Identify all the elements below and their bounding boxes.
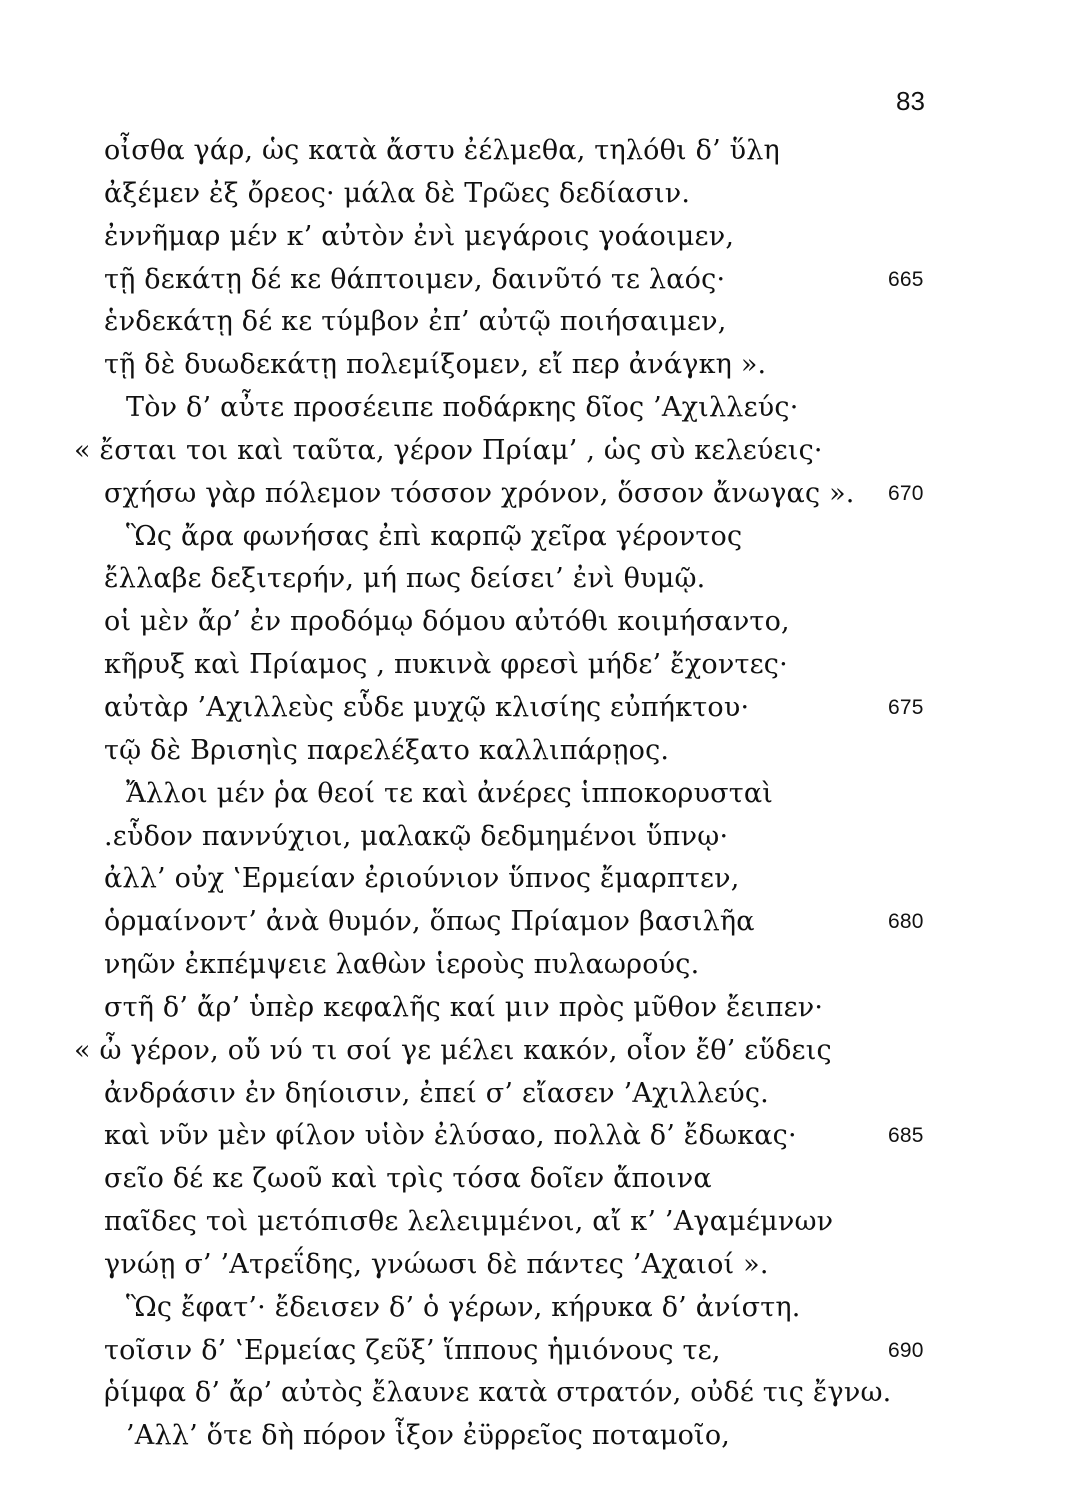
line-number: 690 — [888, 1338, 924, 1362]
verse-text: ’Αλλ’ ὅτε δὴ πόρον ἷξον ἐϋρρεῖος ποταμοῖο, — [126, 1420, 731, 1452]
verse-line — [104, 516, 1064, 559]
verse-text: παῖδες τοὶ μετόπισθε λελειμμένοι, αἴ κ’ ’Αγαμέμνων — [104, 1206, 834, 1238]
verse-list — [74, 130, 1064, 1458]
verse-text: ῥίμφα δ’ ἄρ’ αὐτὸς ἔλαυνε κατὰ στρατόν, οὐδέ τις ἔγνω. — [104, 1377, 892, 1409]
verse-text: τῇ δεκάτῃ δέ κε θάπτοιμεν, δαινῦτό τε λαός· — [104, 263, 726, 295]
verse-text: οἱ μὲν ἄρ’ ἐν προδόμῳ δόμου αὐτόθι κοιμήσαντο, — [104, 606, 790, 638]
verse-text: ἔλλαβε δεξιτερήν, μή πως δείσει’ ἐνὶ θυμῷ. — [104, 563, 706, 595]
verse-line — [104, 1287, 1064, 1330]
verse-line — [104, 1115, 1064, 1158]
verse-text: ὁρμαίνοντ’ ἀνὰ θυμόν, ὅπως Πρίαμον βασιλῆα — [104, 906, 755, 938]
verse-line — [104, 301, 1064, 344]
verse-text: ἐννῆμαρ μέν κ’ αὐτὸν ἐνὶ μεγάροις γοάοιμεν, — [104, 220, 735, 252]
verse-text: καὶ νῦν μὲν φίλον υἱὸν ἐλύσαο, πολλὰ δ’ ἔδωκας· — [104, 1120, 797, 1152]
verse-text: « ὦ γέρον, οὔ νύ τι σοί γε μέλει κακόν, οἷον ἔθ’ εὕδεις — [74, 1034, 832, 1066]
verse-text: αὐτὰρ ’Αχιλλεὺς εὗδε μυχῷ κλισίης εὐπήκτου· — [104, 691, 750, 723]
line-number: 675 — [888, 695, 924, 719]
verse-line — [104, 1330, 1064, 1373]
verse-text: σχήσω γὰρ πόλεμον τόσσον χρόνον, ὅσσον ἄνωγας ». — [104, 477, 855, 509]
verse-text: ἀνδράσιν ἐν δηίοισιν, ἐπεί σ’ εἴασεν ’Αχιλλεύς. — [104, 1077, 769, 1109]
verse-line — [104, 1415, 1064, 1458]
verse-text: σεῖο δέ κε ζωοῦ καὶ τρὶς τόσα δοῖεν ἄποινα — [104, 1163, 712, 1195]
verse-line — [74, 430, 1064, 473]
verse-text: οἶσθα γάρ, ὡς κατὰ ἄστυ ἐέλμεθα, τηλόθι δ’ ὕλη — [104, 135, 780, 166]
verse-line — [104, 1244, 1064, 1287]
verse-line — [104, 173, 1064, 216]
verse-line — [104, 1201, 1064, 1244]
verse-text: Ἄλλοι μέν ῥα θεοί τε καὶ ἀνέρες ἱπποκορυσταὶ — [126, 777, 774, 809]
verse-line — [104, 644, 1064, 687]
page-number: 83 — [896, 86, 925, 116]
verse-text: ἀλλ’ οὐχ ‛Ερμείαν ἐριούνιον ὕπνος ἔμαρπτεν, — [104, 863, 740, 895]
verse-line — [104, 901, 1064, 944]
verse-text: ἑνδεκάτῃ δέ κε τύμβον ἐπ’ αὐτῷ ποιήσαιμεν, — [104, 306, 727, 338]
verse-text: τῇ δὲ δυωδεκάτῃ πολεμίξομεν, εἴ περ ἀνάγκη ». — [104, 349, 767, 381]
line-number: 670 — [888, 481, 924, 505]
verse-line — [104, 773, 1064, 816]
verse-line — [104, 944, 1064, 987]
verse-text: τῷ δὲ Βρισηὶς παρελέξατο καλλιπάρῃος. — [104, 734, 670, 766]
verse-line — [104, 687, 1064, 730]
verse-line — [104, 816, 1064, 859]
line-number: 685 — [888, 1124, 924, 1148]
verse-line — [104, 1372, 1064, 1415]
verse-text: κῆρυξ καὶ Πρίαμος , πυκινὰ φρεσὶ μήδε’ ἔχοντες· — [104, 649, 788, 681]
verse-text: « ἔσται τοι καὶ ταῦτα, γέρον Πρίαμ’ , ὡς σὺ κελεύεις· — [74, 434, 823, 466]
verse-line — [104, 987, 1064, 1030]
verse-text: Τὸν δ’ αὖτε προσέειπε ποδάρκης δῖος ’Αχιλλεύς· — [126, 392, 799, 424]
verse-text: νηῶν ἐκπέμψειε λαθὼν ἱεροὺς πυλαωρούς. — [104, 949, 700, 981]
verse-line — [104, 601, 1064, 644]
line-number: 680 — [888, 910, 924, 934]
verse-text: γνώῃ σ’ ’Ατρεΐδης, γνώωσι δὲ πάντες ’Αχαιοί ». — [104, 1248, 769, 1280]
verse-text: Ὣς ἄρα φωνήσας ἐπὶ καρπῷ χεῖρα γέροντος — [126, 520, 743, 552]
verse-line — [104, 473, 1064, 516]
verse-line — [104, 130, 1064, 173]
verse-line — [104, 216, 1064, 259]
verse-line — [104, 387, 1064, 430]
verse-line — [104, 1073, 1064, 1116]
verse-line — [104, 730, 1064, 773]
verse-line — [74, 1030, 1064, 1073]
verse-text: τοῖσιν δ’ ‛Ερμείας ζεῦξ’ ἵππους ἡμιόνους τε, — [104, 1334, 721, 1366]
verse-text: στῆ δ’ ἄρ’ ὑπὲρ κεφαλῆς καί μιν πρὸς μῦθον ἔειπεν· — [104, 991, 824, 1023]
verse-line — [104, 344, 1064, 387]
verse-line — [104, 1158, 1064, 1201]
verse-text: Ὣς ἔφατ’· ἔδεισεν δ’ ὁ γέρων, κήρυκα δ’ ἀνίστη. — [126, 1291, 801, 1323]
verse-text: ἀξέμεν ἐξ ὄρεος· μάλα δὲ Τρῶες δεδίασιν. — [104, 177, 691, 209]
verse-text: .εὗδον παννύχιοι, μαλακῷ δεδμημένοι ὕπνῳ· — [104, 820, 729, 852]
verse-line — [104, 259, 1064, 302]
verse-line — [104, 858, 1064, 901]
verse-line — [104, 558, 1064, 601]
line-number: 665 — [888, 267, 924, 291]
